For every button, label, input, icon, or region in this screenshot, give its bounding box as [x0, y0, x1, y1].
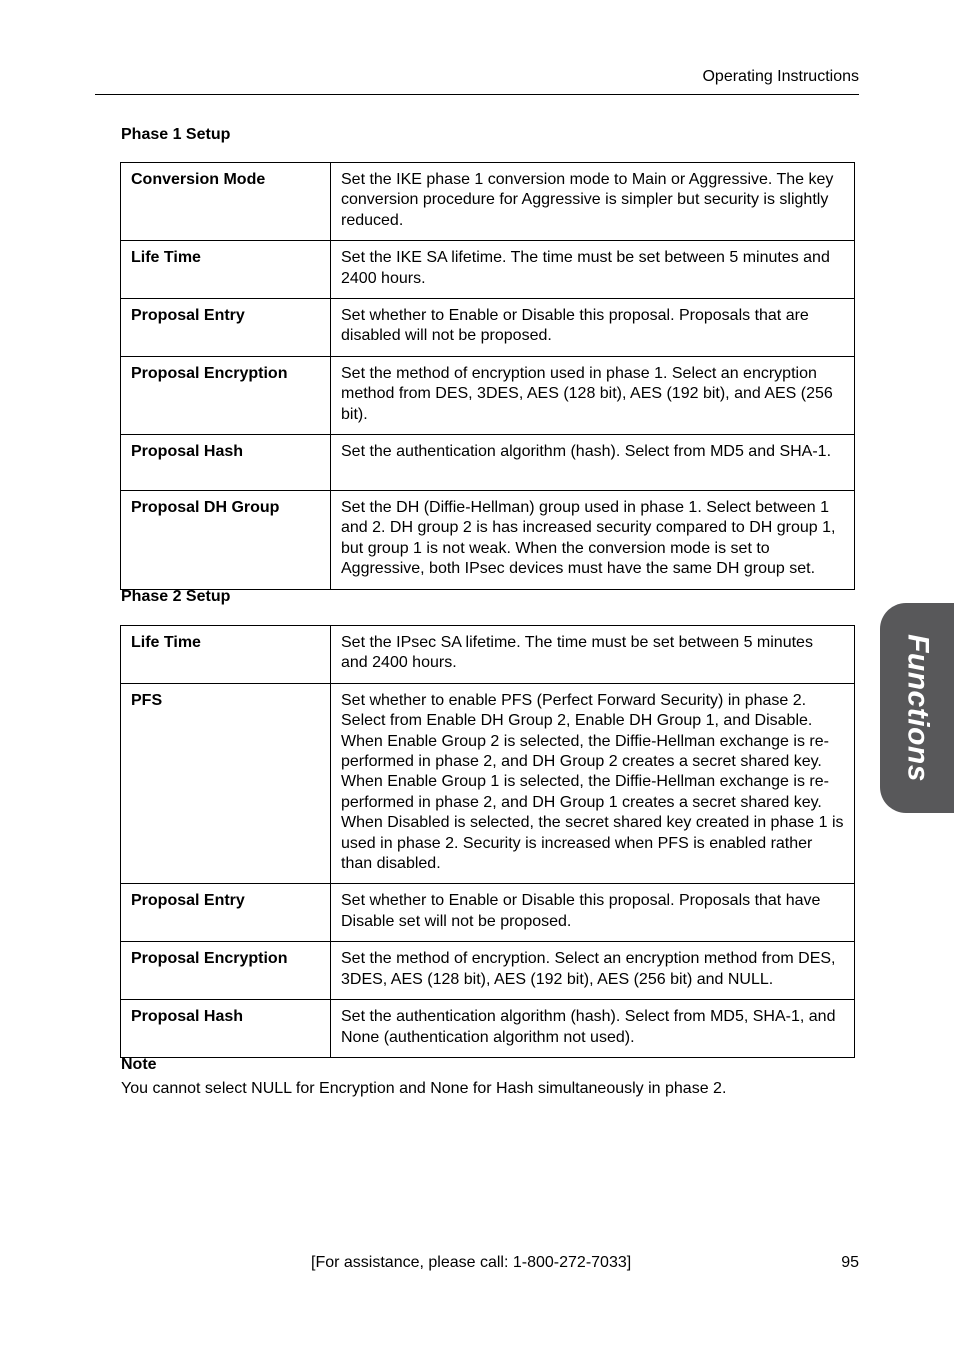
table-row: [121, 626, 855, 684]
setting-name: Proposal Entry: [121, 299, 331, 357]
setting-description: Set the authentication algorithm (hash). Select from MD5, SHA-1, and None (authentication algorithm not used).: [331, 1000, 855, 1058]
setting-name: PFS: [121, 683, 331, 884]
setting-name: Life Time: [121, 241, 331, 299]
setting-name: Life Time: [121, 626, 331, 684]
table-row: [121, 683, 855, 884]
table-row: [121, 884, 855, 942]
setting-description: Set the authentication algorithm (hash). Select from MD5 and SHA-1.: [331, 435, 855, 491]
assistance-footer: [For assistance, please call: 1-800-272-7033]: [311, 1254, 632, 1271]
phase1-settings-table: [120, 162, 855, 590]
note-heading: Note: [121, 1056, 157, 1073]
setting-description: Set the DH (Diffie-Hellman) group used in phase 1. Select between 1 and 2. DH group 2 is has increased security compared to DH group 1, but group 1 is not weak. When the conversion mode is set to Aggressive, both IPsec devices must have the same DH group set.: [331, 491, 855, 590]
setting-description: Set whether to Enable or Disable this proposal. Proposals that have Disable set will not be proposed.: [331, 884, 855, 942]
table-row: [121, 1000, 855, 1058]
setting-name: Conversion Mode: [121, 163, 331, 241]
table-row: [121, 163, 855, 241]
setting-description: Set the IPsec SA lifetime. The time must be set between 5 minutes and 2400 hours.: [331, 626, 855, 684]
phase1-section-title: Phase 1 Setup: [121, 126, 231, 143]
header-divider: [95, 94, 859, 95]
table-row: [121, 356, 855, 434]
note-text: You cannot select NULL for Encryption and None for Hash simultaneously in phase 2.: [121, 1080, 727, 1097]
table-row: [121, 942, 855, 1000]
setting-name: Proposal Encryption: [121, 356, 331, 434]
table-row: [121, 435, 855, 491]
setting-name: Proposal DH Group: [121, 491, 331, 590]
setting-description: Set the IKE SA lifetime. The time must be set between 5 minutes and 2400 hours.: [331, 241, 855, 299]
page-number: 95: [841, 1254, 859, 1271]
functions-section-tab: [880, 603, 954, 813]
setting-description: Set whether to Enable or Disable this proposal. Proposals that are disabled will not be proposed.: [331, 299, 855, 357]
setting-name: Proposal Hash: [121, 1000, 331, 1058]
running-header: Operating Instructions: [702, 68, 859, 85]
setting-description: Set the method of encryption. Select an encryption method from DES, 3DES, AES (128 bit), AES (192 bit), AES (256 bit) and NULL.: [331, 942, 855, 1000]
side-tab-label: Functions: [901, 634, 935, 782]
table-row: [121, 491, 855, 590]
setting-description: Set the IKE phase 1 conversion mode to Main or Aggressive. The key conversion procedure for Aggressive is simpler but security is slightly reduced.: [331, 163, 855, 241]
setting-name: Proposal Entry: [121, 884, 331, 942]
phase2-section-title: Phase 2 Setup: [121, 588, 231, 605]
setting-name: Proposal Hash: [121, 435, 331, 491]
setting-description: Set the method of encryption used in phase 1. Select an encryption method from DES, 3DES, AES (128 bit), AES (192 bit), and AES (256 bit).: [331, 356, 855, 434]
table-row: [121, 241, 855, 299]
setting-name: Proposal Encryption: [121, 942, 331, 1000]
phase2-settings-table: [120, 625, 855, 1058]
table-row: [121, 299, 855, 357]
setting-description: Set whether to enable PFS (Perfect Forward Security) in phase 2. Select from Enable DH Group 2, Enable DH Group 1, and Disable. When Enable Group 2 is selected, the Diffie-Hellman exchange is re-performed in phase 2, and DH Group 2 creates a secret shared key. When Enable Group 1 is selected, the Diffie-Hellman exchange is re-performed in phase 2, and DH Group 1 creates a secret shared key. When Disabled is selected, the secret shared key created in phase 1 is used in phase 2. Security is increased when PFS is enabled rather than disabled.: [331, 683, 855, 884]
